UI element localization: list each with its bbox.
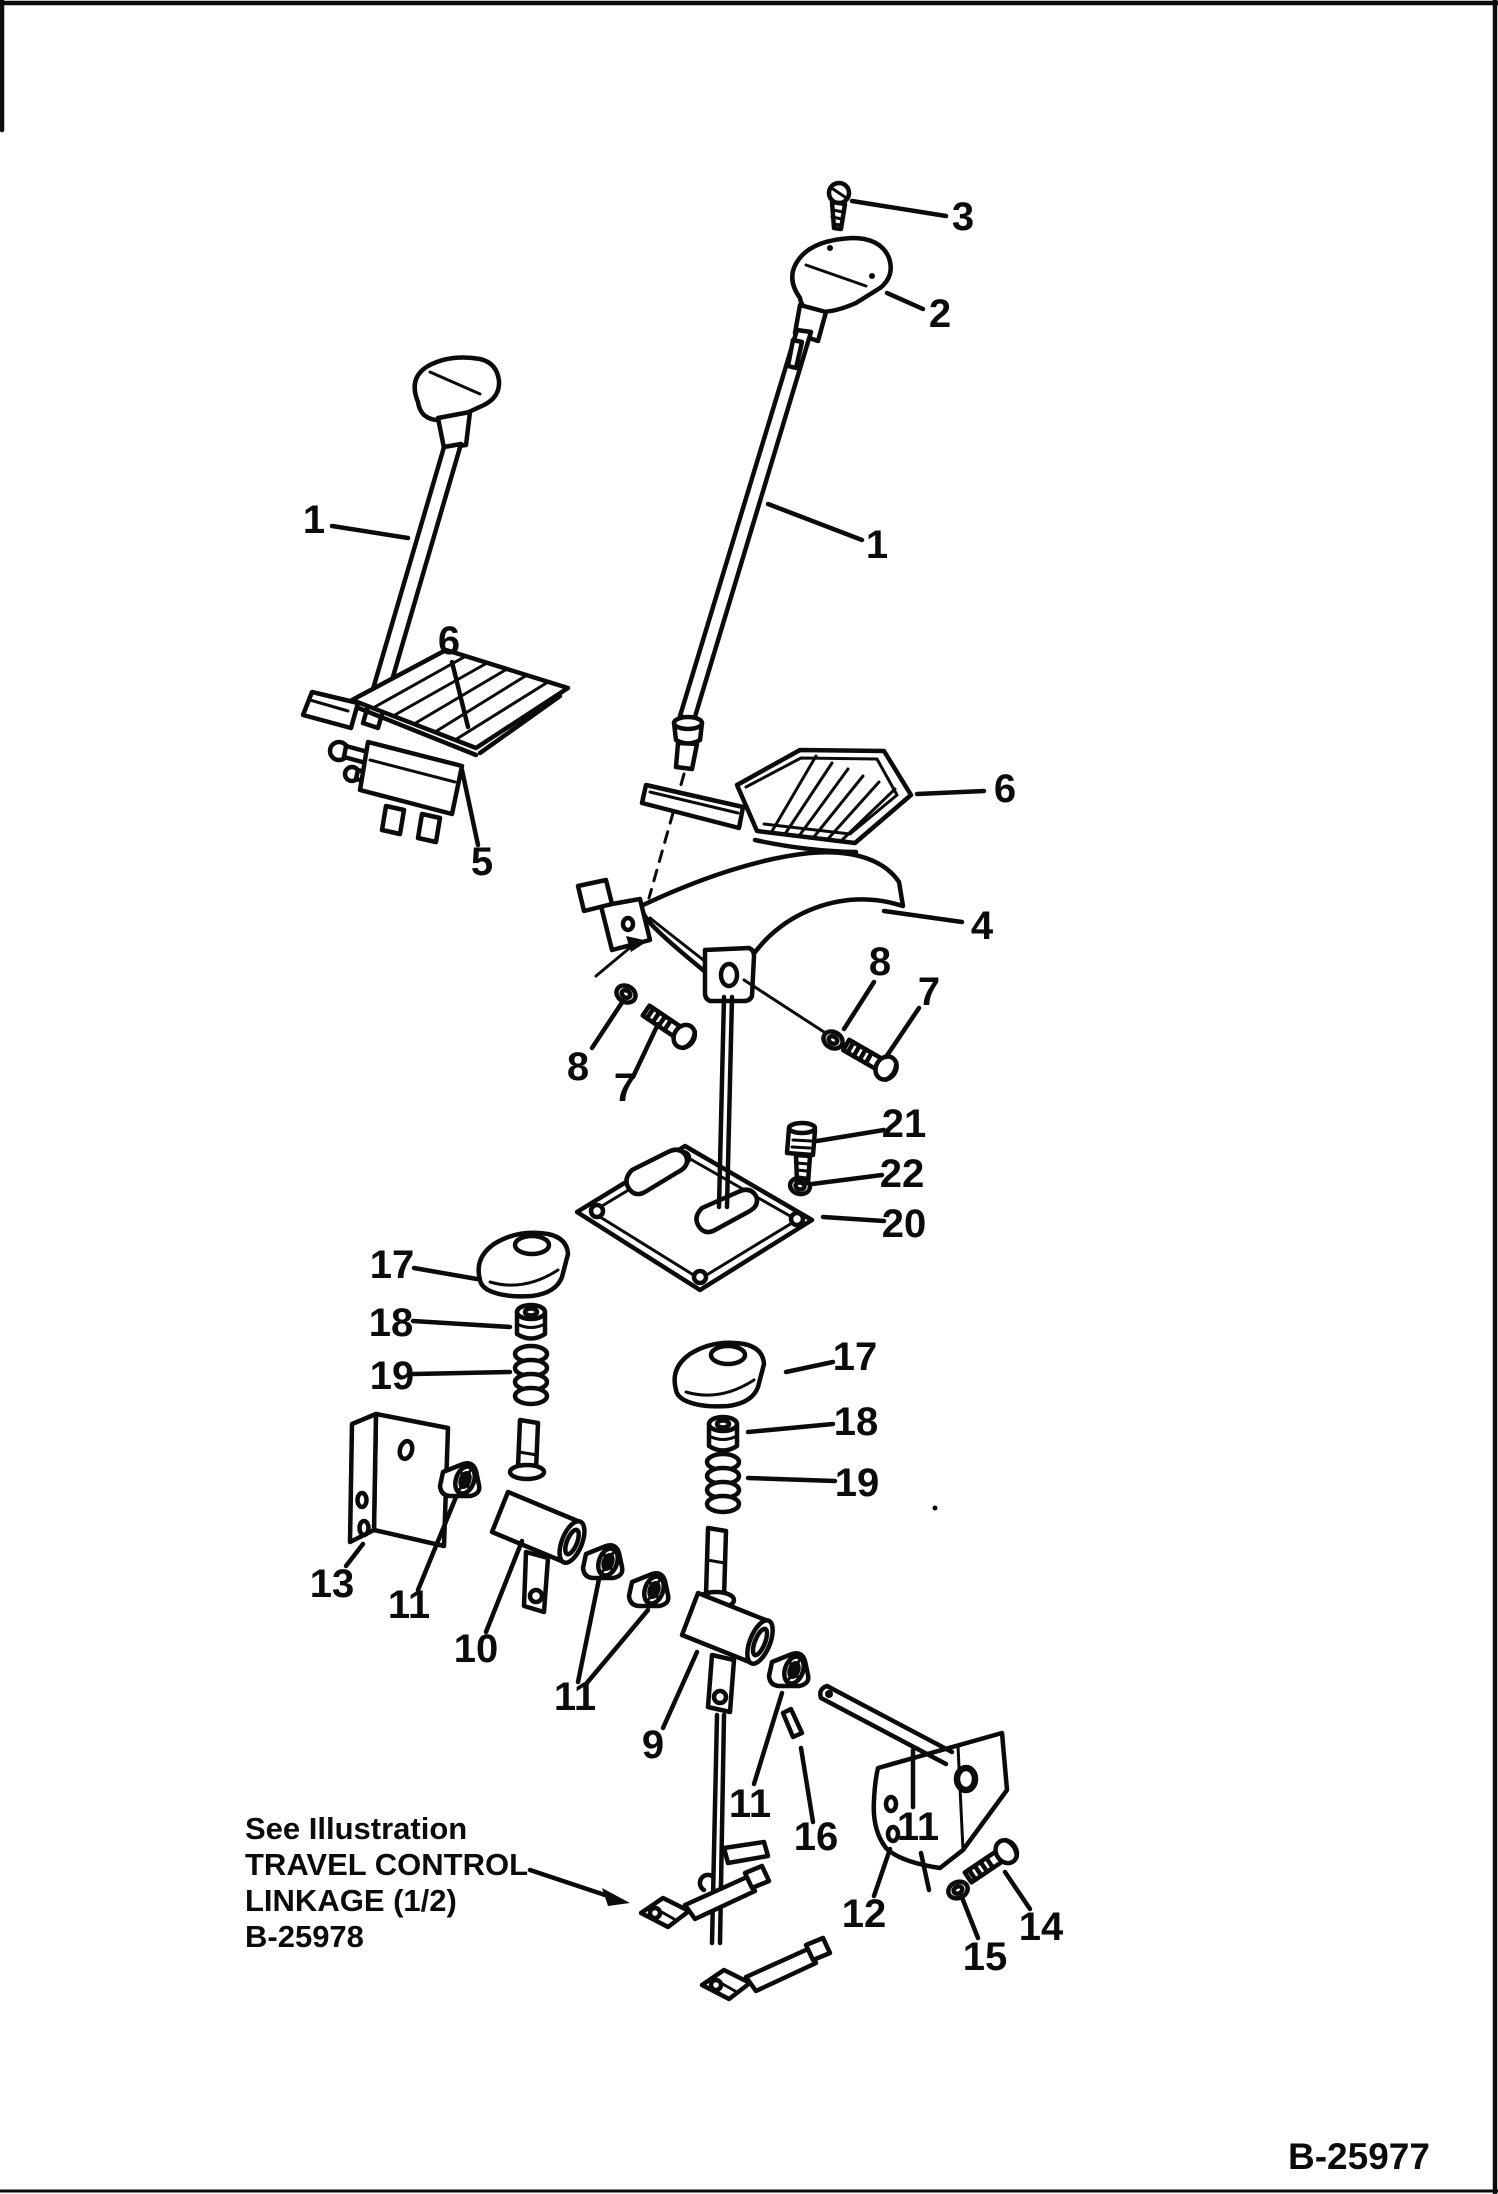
part-bolt-21 (787, 1123, 815, 1183)
callout-16: 16 (793, 1815, 839, 1859)
leader-line-9 (663, 1652, 697, 1728)
callout-11: 11 (387, 1583, 431, 1627)
leader-line-7 (886, 1008, 919, 1057)
leader-line-16 (801, 1748, 813, 1822)
part-knob-2 (792, 238, 890, 341)
part-screw-3 (829, 183, 849, 229)
part-bushing-11-right (769, 1653, 808, 1686)
callout-18: 18 (368, 1301, 414, 1345)
leader-line-21 (817, 1130, 884, 1141)
leader-line-12 (874, 1849, 890, 1896)
note-block (245, 1811, 630, 1954)
leader-line-7 (633, 1024, 658, 1077)
leader-line-1 (332, 526, 408, 538)
callout-4: 4 (970, 904, 994, 948)
callout-6: 6 (993, 767, 1017, 811)
callout-17: 17 (369, 1243, 415, 1287)
callout-19: 19 (834, 1461, 880, 1505)
leader-line-10 (486, 1541, 522, 1632)
note-arrow (530, 1870, 630, 1906)
callout-1: 1 (302, 498, 326, 542)
callout-20: 20 (881, 1202, 927, 1246)
leader-line-11 (754, 1693, 782, 1784)
print-dot (933, 1506, 938, 1511)
part-pedal-base-4 (578, 852, 903, 1032)
callout-7: 7 (917, 970, 941, 1014)
callout-15: 15 (962, 1935, 1008, 1979)
callout-10: 10 (453, 1627, 499, 1671)
callout-14: 14 (1018, 1905, 1064, 1949)
part-bushing-18-left (517, 1305, 545, 1339)
leader-line-2 (887, 293, 923, 309)
leader-line-6 (917, 791, 984, 794)
leader-line-1 (768, 504, 862, 540)
figure-code: B-25977 (1288, 2136, 1430, 2177)
part-bracket-13 (350, 1414, 448, 1546)
note-line-2: TRAVEL CONTROL (245, 1847, 529, 1882)
leader-line-15 (961, 1895, 978, 1938)
callout-17: 17 (832, 1335, 878, 1379)
part-bolt-7-right (840, 1035, 900, 1084)
callout-22: 22 (879, 1152, 925, 1196)
callout-11: 11 (728, 1782, 772, 1826)
callout-12: 12 (841, 1892, 887, 1936)
part-boot-17-left (479, 1233, 568, 1297)
callout-8: 8 (566, 1045, 590, 1089)
callout-7: 7 (613, 1066, 637, 1110)
part-lever-assembly-5 (303, 358, 568, 842)
leader-line-14 (1005, 1872, 1030, 1909)
linkage-clevis-lower (702, 1938, 830, 1999)
leader-line-3 (852, 201, 946, 216)
callout-11: 11 (553, 1675, 597, 1719)
part-washer-22 (789, 1176, 812, 1196)
callout-6: 6 (437, 619, 461, 663)
part-bushing-11-mid-a (583, 1545, 622, 1578)
callout-3: 3 (951, 195, 975, 239)
part-spring-19-left (515, 1346, 547, 1404)
note-line-4: B-25978 (245, 1919, 364, 1954)
leader-line-11 (586, 1610, 648, 1684)
leader-line-18 (413, 1321, 510, 1327)
leader-line-19 (748, 1478, 835, 1481)
leader-line-8 (844, 982, 874, 1029)
callout-layer (303, 195, 1064, 1979)
part-bushing-11-mid-b (629, 1573, 668, 1606)
leader-line-20 (823, 1217, 884, 1221)
part-washer-15 (946, 1879, 971, 1902)
callout-11: 11 (896, 1805, 940, 1849)
leader-line-22 (812, 1175, 882, 1184)
part-plate-20 (577, 1146, 812, 1290)
note-line-3: LINKAGE (1/2) (245, 1883, 457, 1918)
callout-5: 5 (470, 840, 494, 884)
callout-8: 8 (868, 940, 892, 984)
callout-13: 13 (309, 1562, 355, 1606)
leader-line-19 (414, 1372, 510, 1374)
linkage-clevis-upper (641, 1842, 769, 1927)
leader-line-18 (748, 1424, 833, 1432)
callout-18: 18 (833, 1400, 879, 1444)
leader-line-8 (592, 1001, 623, 1048)
leader-line-11 (578, 1579, 599, 1682)
callout-21: 21 (881, 1102, 927, 1146)
part-bushing-18-right (709, 1417, 737, 1451)
part-boot-17-right (675, 1343, 764, 1407)
leader-line-5 (462, 770, 478, 845)
part-bracket-12 (874, 1733, 1007, 1868)
leader-line-17 (414, 1268, 477, 1279)
leader-line-17 (786, 1362, 833, 1372)
callout-19: 19 (369, 1354, 415, 1398)
part-washer-8-left (613, 982, 638, 1006)
part-spring-19-right (707, 1454, 739, 1512)
note-line-1: See Illustration (245, 1811, 468, 1846)
part-pin-16 (783, 1709, 802, 1737)
callout-9: 9 (641, 1723, 665, 1767)
leader-line-4 (884, 911, 962, 922)
part-shaft-9 (682, 1528, 778, 1712)
callout-2: 2 (928, 292, 952, 336)
callout-1: 1 (865, 523, 889, 567)
